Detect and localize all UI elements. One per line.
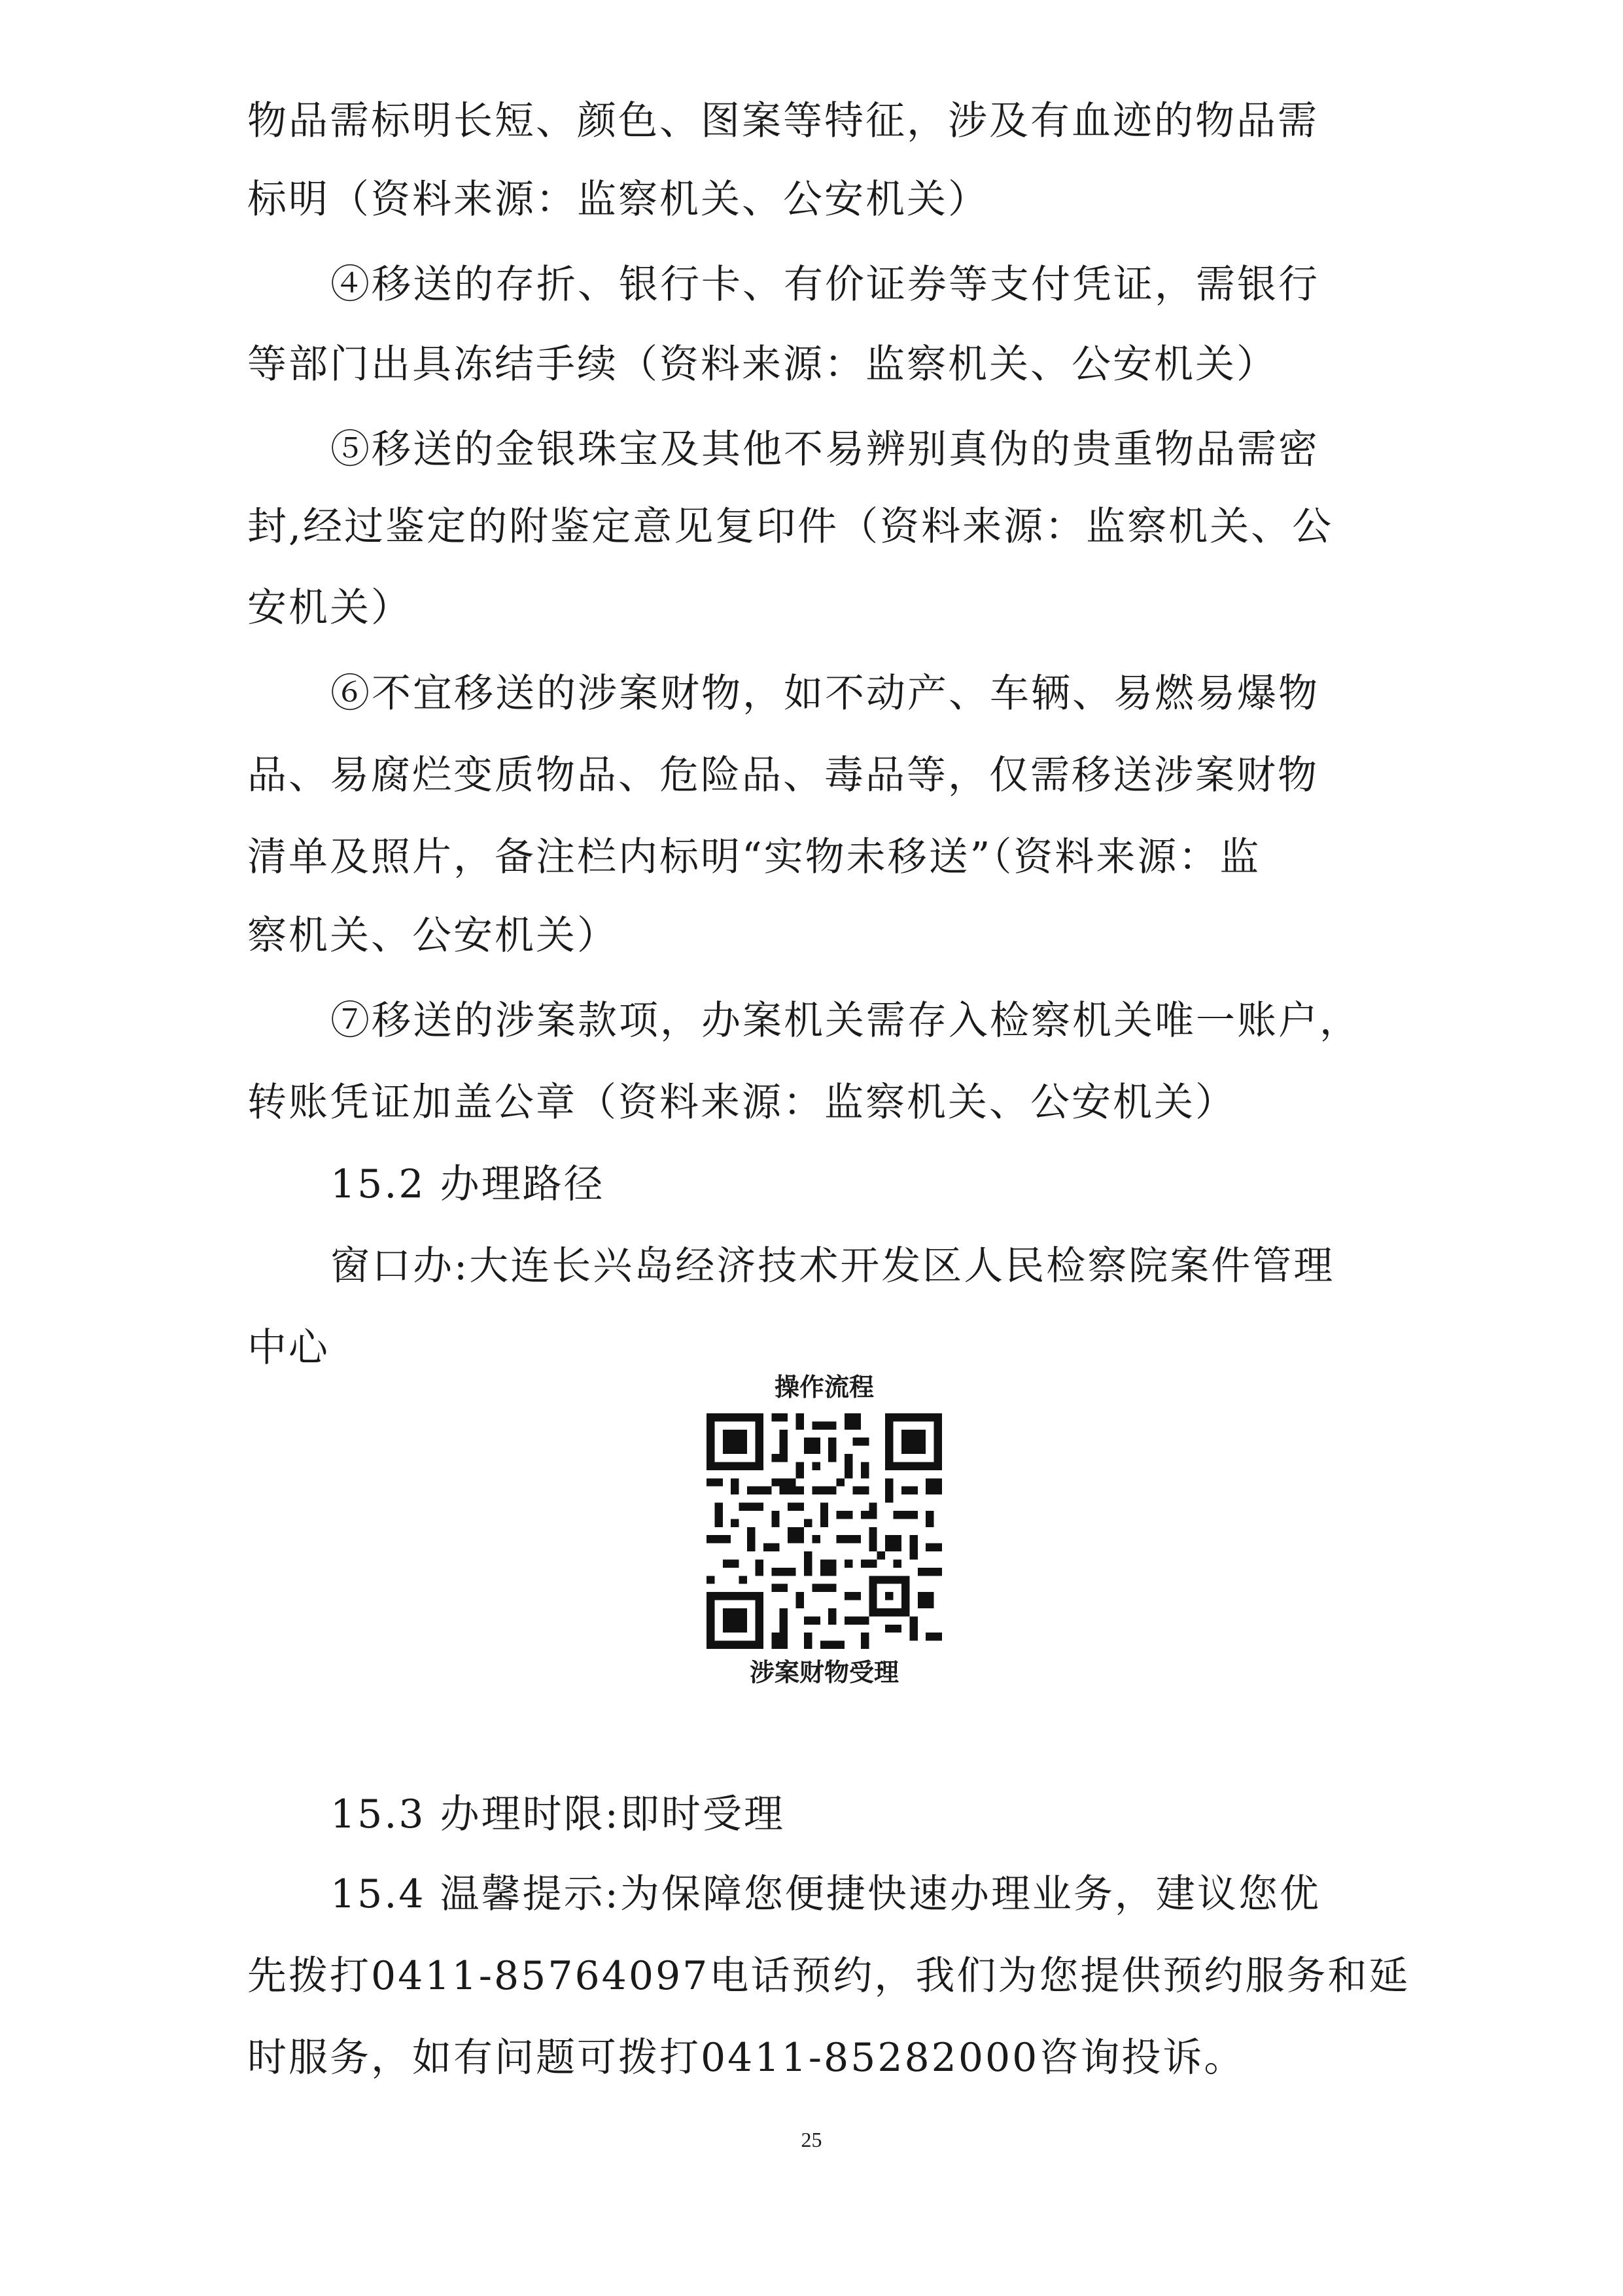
section-heading: 15.2 办理路径 — [330, 1161, 605, 1207]
text-line: 物品需标明长短、颜色、图案等特征，涉及有血迹的物品需 — [247, 98, 1319, 144]
text-line: ⑦移送的涉案款项，办案机关需存入检察机关唯一账户， — [330, 998, 1361, 1044]
qr-title: 操作流程 — [774, 1373, 874, 1402]
section-heading: 15.3 办理时限:即时受理 — [330, 1792, 785, 1837]
text-line: 转账凭证加盖公章（资料来源：监察机关、公安机关） — [247, 1080, 1236, 1125]
text-line: 察机关、公安机关） — [247, 913, 618, 959]
text-line: ④移送的存折、银行卡、有价证券等支付凭证，需银行 — [330, 262, 1319, 308]
text-line: 窗口办:大连长兴岛经济技术开发区人民检察院案件管理 — [330, 1243, 1335, 1289]
text-line: 中心 — [247, 1325, 330, 1371]
text-line: 标明（资料来源：监察机关、公安机关） — [247, 177, 989, 222]
text-line: 时服务，如有问题可拨打0411-85282000咨询投诉。 — [247, 2035, 1246, 2081]
text-line: 安机关） — [247, 585, 412, 631]
text-line: ⑥不宜移送的涉案财物，如不动产、车辆、易燃易爆物 — [330, 671, 1319, 716]
qr-caption: 涉案财物受理 — [749, 1658, 899, 1687]
text-line: 先拨打0411-85764097电话预约，我们为您提供预约服务和延 — [247, 1953, 1410, 1999]
page-number: 25 — [801, 2128, 822, 2151]
text-line: 品、易腐烂变质物品、危险品、毒品等，仅需移送涉案财物 — [247, 752, 1319, 798]
text-line: 15.4 温馨提示:为保障您便捷快速办理业务，建议您优 — [330, 1871, 1321, 1917]
qr-section — [680, 1368, 968, 1692]
text-line: 清单及照片，备注栏内标明“实物未移送”（资料来源：监 — [247, 834, 1261, 880]
text-line: 封,经过鉴定的附鉴定意见复印件（资料来源：监察机关、公 — [247, 504, 1334, 550]
qr-code-image[interactable] — [707, 1413, 942, 1649]
text-line: ⑤移送的金银珠宝及其他不易辨别真伪的贵重物品需密 — [330, 427, 1319, 472]
text-line: 等部门出具冻结手续（资料来源：监察机关、公安机关） — [247, 342, 1278, 387]
